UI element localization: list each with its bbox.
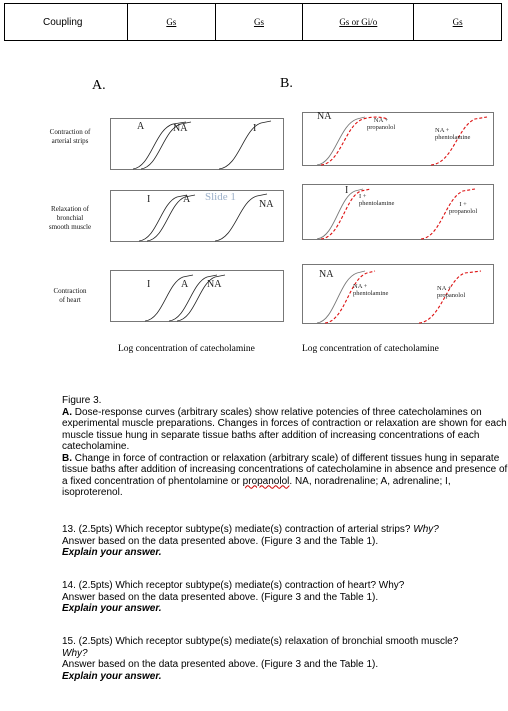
g-protein-label: Gs — [253, 16, 264, 27]
question-explain: Explain your answer. — [62, 547, 162, 558]
x-axis-label-a: Log concentration of catecholamine — [118, 344, 255, 354]
dose-response-curves — [111, 271, 283, 321]
curve-label: NA — [207, 279, 222, 290]
watermark: Slide 1 — [205, 191, 236, 203]
curve-label: NA — [319, 269, 334, 280]
figure-label-b: B. — [280, 76, 293, 91]
curve-label: I — [345, 185, 349, 196]
figure-caption — [62, 395, 508, 499]
caption-b-text-end: . NA, noradrenaline; A, adrenaline; I, isoproterenol. — [62, 475, 451, 498]
dose-response-curves — [111, 191, 283, 241]
coupling-col-3 — [215, 4, 303, 41]
row-label-bronchial: Relaxation of bronchial smooth muscle — [48, 205, 92, 231]
coupling-col-2 — [128, 4, 216, 41]
caption-b-text: Change in force of contraction or relaxation (arbitrary scale) of different tissues hung in separate tissue baths after addition of increasing concentrations of catecholamine in absence and presence of a fixed concentration of phentolamine or — [62, 452, 508, 487]
curve-label: NA + phentolamine — [435, 127, 471, 141]
curve-label: NA — [259, 199, 274, 210]
caption-b-marker: B. — [62, 452, 72, 464]
row-label-arterial: Contraction of arterial strips — [49, 128, 91, 145]
question-14 — [62, 580, 508, 615]
curve-label: NA + propanolol — [437, 285, 466, 299]
curve-label: I — [253, 123, 257, 134]
g-protein-label: Gs — [452, 16, 463, 27]
question-instruction: Answer based on the data presented above. (Figure 3 and the Table 1). — [62, 659, 379, 670]
coupling-col-5 — [414, 4, 502, 41]
curve-label: I — [147, 194, 151, 205]
question-why: Why? — [413, 524, 439, 535]
panel-b-arterial — [302, 112, 494, 166]
question-text: 13. (2.5pts) Which receptor subtype(s) mediate(s) contraction of arterial strips? — [62, 524, 414, 535]
curve-label: I + phentolamine — [359, 193, 395, 207]
row-label-heart: Contraction of heart — [53, 287, 87, 304]
question-instruction: Answer based on the data presented above. (Figure 3 and the Table 1). — [62, 535, 379, 547]
g-protein-label: Gs or Gi/o — [339, 16, 378, 27]
question-text: 14. (2.5pts) Which receptor subtype(s) mediate(s) contraction of heart? Why? — [62, 580, 405, 591]
panel-a-heart — [110, 270, 284, 322]
misspelled-word: propanolol — [242, 475, 290, 487]
question-text: 15. (2.5pts) Which receptor subtype(s) mediate(s) relaxation of bronchial smooth muscle? — [62, 636, 459, 647]
curve-label: A — [137, 121, 145, 132]
caption-title: Figure 3. — [62, 395, 102, 406]
curve-label: NA + propanolol — [367, 117, 396, 131]
question-instruction: Answer based on the data presented above. (Figure 3 and the Table 1). — [62, 591, 379, 603]
panel-a-arterial — [110, 118, 284, 170]
question-13 — [62, 524, 508, 559]
curve-label: I + propanolol — [449, 201, 478, 215]
panel-a-bronchial — [110, 190, 284, 242]
question-15 — [62, 636, 508, 682]
curve-label: A — [181, 279, 189, 290]
caption-a-text: Dose-response curves (arbitrary scales) show relative potencies of three catecholamines on experimental muscle preparations. Changes in forces of contraction or relaxation are shown for each muscle tissue hung in separate tissue baths after addition of increasing concentrations of each catecholamine. — [62, 406, 507, 452]
panel-b-heart — [302, 264, 494, 324]
coupling-table — [4, 3, 502, 41]
curve-label: I — [147, 279, 151, 290]
panel-b-bronchial — [302, 184, 494, 240]
x-axis-label-b: Log concentration of catecholamine — [302, 344, 439, 354]
curve-label: NA — [173, 123, 188, 134]
curve-label: NA — [317, 111, 332, 122]
caption-a-marker: A. — [62, 406, 72, 418]
figure-label-a: A. — [92, 78, 106, 93]
question-explain: Explain your answer. — [62, 603, 162, 614]
coupling-col-4 — [303, 4, 414, 41]
caption-b — [62, 453, 508, 499]
caption-a — [62, 407, 508, 453]
g-protein-label: Gs — [166, 16, 177, 27]
curve-label: A — [183, 194, 191, 205]
coupling-header: Coupling — [5, 4, 128, 41]
curve-label: NA + phentolamine — [353, 283, 389, 297]
question-why: Why? — [62, 647, 88, 659]
question-explain: Explain your answer. — [62, 670, 162, 682]
